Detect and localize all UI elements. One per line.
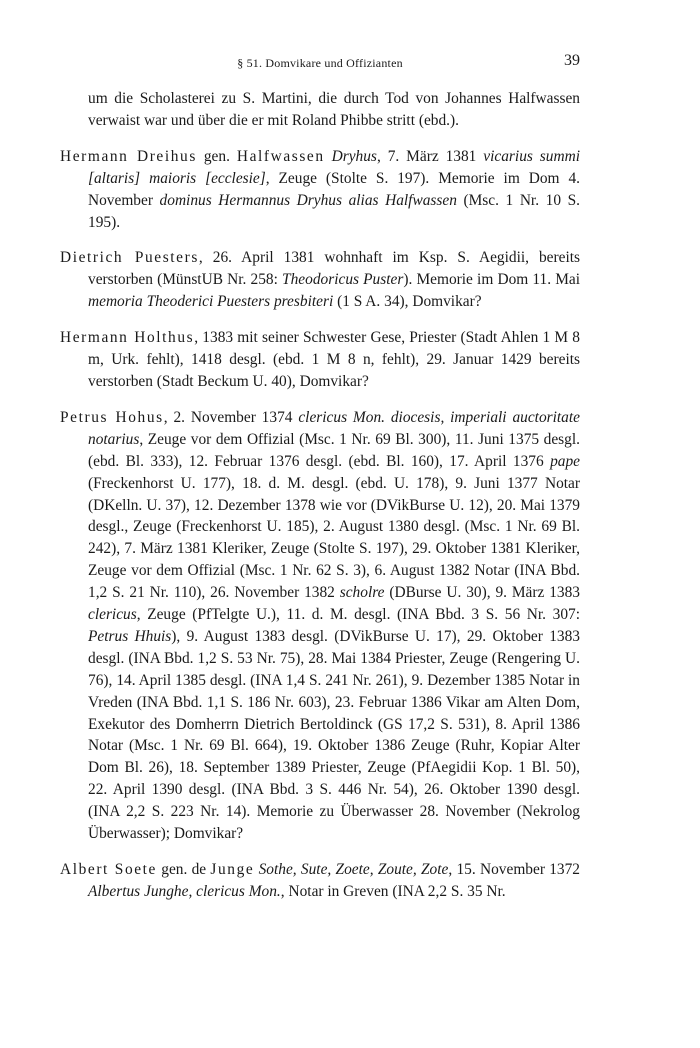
entry-paragraph [60, 146, 580, 234]
entry-text [325, 148, 332, 165]
entry-italic-text: dominus Hermannus Dryhus alias Halfwassen [159, 191, 457, 209]
running-header [60, 52, 580, 74]
entry-text: (Freckenhorst U. 177), 18. d. M. desgl. (ebd. U. 178), 9. Juni 1377 Notar (DKelln. U. 37), 12. Dezember 1378 wie vor (DVikBurse U. 12), 20. Mai 1379 desgl., Zeuge (Freckenhorst U. 185), 2. August 1380 desgl. (Msc. 1 Nr. 69 Bl. 242), 7. März 1381 Kleriker, Zeuge (Stolte S. 197), 29. Oktober 1381 Kleriker, Zeuge vor dem Offizial (Msc. 1 Nr. 62 S. 3), 6. August 1382 Notar (INA Bbd. 1,2 S. 21 Nr. 110), 26. November 1382 [88, 474, 580, 602]
continuation-paragraph: um die Scholasterei zu S. Martini, die durch Tod von Johannes Halfwassen verwaist war und über die er mit Roland Phibbe stritt (ebd.). [88, 90, 580, 129]
entry-name: Dietrich Puesters [60, 249, 199, 267]
entry-italic-text: scholre [339, 584, 385, 602]
entry-text: , Notar in Greven (INA 2,2 S. 35 Nr. [280, 882, 506, 900]
entry-italic-text: Theodoricus Puster [282, 271, 404, 289]
entry-text: ), 9. August 1383 desgl. (DVikBurse U. 17), 29. Oktober 1383 desgl. (INA Bbd. 1,2 S. 53 Nr. 75), 28. Mai 1384 Priester, Zeuge (Rengering U. 76), 14. April 1385 desgl. (INA 1,4 S. 241 Nr. 261), 9. Dezember 1385 Notar in Vreden (INA Bbd. 1,1 S. 186 Nr. 603), 23. Februar 1386 Vikar am Alten Dom, Exekutor des Domherrn Dietrich Bertoldinck (GS 17,2 S. 531), 8. April 1386 Notar (Msc. 1 Nr. 69 Bl. 664), 19. Oktober 1386 Zeuge (Ruhr, Kopiar Alter Dom Bl. 26), 18. September 1389 Priester, Zeuge (PfAegidii Kop. 1 Bl. 50), 22. April 1390 desgl. (INA Bbd. 3 S. 446 Nr. 54), 26. Oktober 1390 desgl. (INA 2,2 S. 223 Nr. 14). Memorie zu Überwasser 28. November (Nekrolog Überwasser); Domvikar? [88, 627, 580, 843]
entry-paragraph [60, 407, 580, 845]
entry-name: Albert Soete [60, 861, 157, 878]
entry-italic-text: Dryhus [331, 147, 377, 165]
entry-text: (Msc. 1 Nr. 10 S. 195). [88, 191, 581, 231]
entry-name: Hermann Holthus [60, 329, 195, 347]
entry-text: gen. de [156, 861, 211, 878]
header-title: § 51. Domvikare und Offizianten [237, 56, 403, 70]
entry-paragraph [60, 247, 580, 313]
entry-text: (DBurse U. 30), 9. März 1383 [384, 584, 580, 602]
entry-text: ). Memorie im Dom 11. Mai [403, 271, 581, 289]
entry-text: , 2. November 1374 [163, 408, 299, 426]
entry-text: (1 S A. 34), Domvikar? [333, 293, 482, 311]
entry-list [60, 146, 580, 903]
entry-name: Hermann Dreihus [60, 147, 197, 165]
entry-text: , 1383 mit seiner Schwester Gese, Priester (Stadt Ahlen 1 M 8 m, Urk. fehlt), 1418 desgl. (ebd. 1 M 8 n, fehlt), 29. Januar 1429 bereits verstorben (Stadt Beckum U. 40), Domvikar? [88, 329, 580, 390]
entry-name: Petrus Hohus [60, 408, 164, 426]
entry-paragraph [60, 327, 580, 393]
entry-text: , Zeuge (PfTelgte U.), 11. d. M. desgl. (INA Bbd. 3 S. 56 Nr. 307: [136, 606, 580, 624]
entry-italic-text: clericus [88, 606, 137, 624]
entry-text: , 26. April 1381 wohnhaft im Ksp. S. Aegidii, bereits verstorben (MünstUB Nr. 258: [88, 249, 580, 289]
document-body [60, 88, 580, 917]
entry-italic-text: Petrus Hhuis [88, 627, 172, 645]
entry-italic-text: Sothe, Sute, Zoete, Zoute, Zote [258, 861, 449, 878]
entry-text: gen. [196, 147, 237, 165]
entry-text: , 7. März 1381 [376, 147, 484, 165]
entry-text: , 15. November 1372 [448, 861, 581, 878]
page-number: 39 [564, 52, 580, 69]
entry-italic-text: clericus Mon. diocesis, imperiali auctoritate notarius [88, 408, 580, 448]
entry-name-part: Halfwassen [236, 147, 325, 165]
entry-italic-text: pape [550, 452, 580, 470]
entry-text: , Zeuge vor dem Offizial (Msc. 1 Nr. 69 Bl. 300), 11. Juni 1375 desgl. (ebd. Bl. 333), 12. Februar 1376 desgl. (ebd. Bl. 160), 17. April 1376 [88, 430, 580, 470]
entry-italic-text: vicarius summi [altaris] maioris [ecclesie] [88, 147, 580, 187]
entry-text: , Zeuge (Stolte S. 197). Memorie im Dom 4. November [88, 169, 580, 209]
entry-name-part: Junge [210, 861, 255, 878]
entry-italic-text: memoria Theoderici Puesters presbiteri [88, 293, 334, 311]
entry-paragraph [60, 859, 580, 903]
entry-italic-text: Albertus Junghe, clericus Mon. [88, 882, 281, 900]
